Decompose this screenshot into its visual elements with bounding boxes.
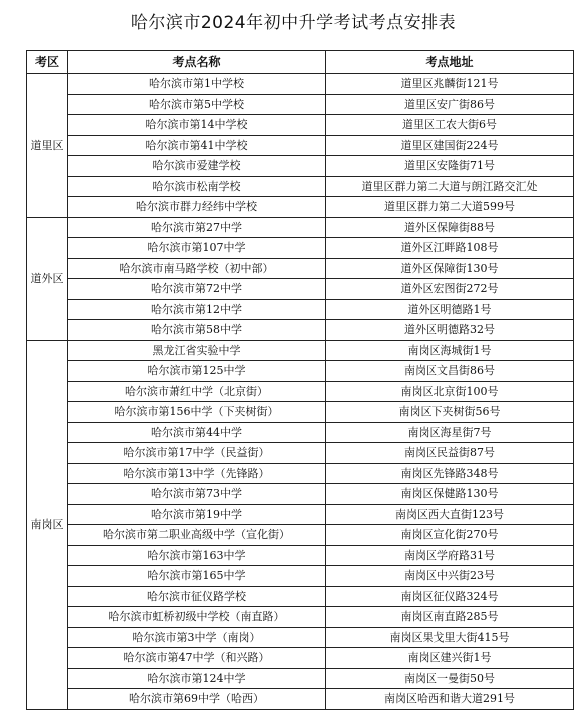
- site-address-cell: 南岗区中兴街23号: [326, 566, 574, 587]
- site-address-cell: 道里区群力第二大道与朗江路交汇处: [326, 176, 574, 197]
- site-address-cell: 南岗区民益街87号: [326, 443, 574, 464]
- site-name-cell: 哈尔滨市第44中学: [68, 422, 326, 443]
- table-row: [27, 627, 574, 648]
- site-address-cell: 道外区保障街88号: [326, 217, 574, 238]
- site-name-cell: 哈尔滨市第72中学: [68, 279, 326, 300]
- table-row: [27, 566, 574, 587]
- site-address-cell: 南岗区学府路31号: [326, 545, 574, 566]
- site-name-cell: 哈尔滨市第41中学校: [68, 135, 326, 156]
- site-name-cell: 哈尔滨市第107中学: [68, 238, 326, 259]
- header-district: 考区: [27, 51, 68, 74]
- table-row: [27, 463, 574, 484]
- table-row: [27, 279, 574, 300]
- site-address-cell: 南岗区文昌街86号: [326, 361, 574, 382]
- site-address-cell: 道外区明德路1号: [326, 299, 574, 320]
- site-name-cell: 哈尔滨市第13中学（先锋路）: [68, 463, 326, 484]
- site-address-cell: 道外区明德路32号: [326, 320, 574, 341]
- site-address-cell: 南岗区西大直街123号: [326, 504, 574, 525]
- site-name-cell: 哈尔滨市第156中学（下夹树街）: [68, 402, 326, 423]
- header-site-name: 考点名称: [68, 51, 326, 74]
- table-row: [27, 484, 574, 505]
- site-name-cell: 哈尔滨市第163中学: [68, 545, 326, 566]
- table-row: [27, 504, 574, 525]
- site-name-cell: 哈尔滨市第3中学（南岗）: [68, 627, 326, 648]
- site-address-cell: 南岗区果戈里大街415号: [326, 627, 574, 648]
- site-address-cell: 道外区江畔路108号: [326, 238, 574, 259]
- site-name-cell: 哈尔滨市第73中学: [68, 484, 326, 505]
- site-name-cell: 哈尔滨市第19中学: [68, 504, 326, 525]
- table-row: [27, 156, 574, 177]
- site-name-cell: 哈尔滨市第5中学校: [68, 94, 326, 115]
- district-cell: 道外区: [27, 217, 68, 340]
- site-address-cell: 南岗区保健路130号: [326, 484, 574, 505]
- site-name-cell: 哈尔滨市第58中学: [68, 320, 326, 341]
- site-address-cell: 南岗区海星街7号: [326, 422, 574, 443]
- site-name-cell: 哈尔滨市虹桥初级中学校（南直路）: [68, 607, 326, 628]
- header-row: [27, 51, 574, 74]
- site-address-cell: 道外区宏图街272号: [326, 279, 574, 300]
- site-name-cell: 哈尔滨市第124中学: [68, 668, 326, 689]
- table-row: [27, 525, 574, 546]
- site-name-cell: 哈尔滨市第1中学校: [68, 74, 326, 95]
- site-address-cell: 南岗区建兴街1号: [326, 648, 574, 669]
- site-name-cell: 哈尔滨市第125中学: [68, 361, 326, 382]
- table-row: [27, 586, 574, 607]
- header-site-address: 考点地址: [326, 51, 574, 74]
- table-row: [27, 258, 574, 279]
- site-name-cell: 哈尔滨市爱建学校: [68, 156, 326, 177]
- site-address-cell: 南岗区宣化街270号: [326, 525, 574, 546]
- table-row: [27, 361, 574, 382]
- table-row: [27, 545, 574, 566]
- table-row: [27, 217, 574, 238]
- table-row: [27, 340, 574, 361]
- site-name-cell: 哈尔滨市第12中学: [68, 299, 326, 320]
- site-name-cell: 黑龙江省实验中学: [68, 340, 326, 361]
- site-address-cell: 道里区安广街86号: [326, 94, 574, 115]
- site-address-cell: 道里区安隆街71号: [326, 156, 574, 177]
- site-name-cell: 哈尔滨市第165中学: [68, 566, 326, 587]
- site-address-cell: 道里区工农大街6号: [326, 115, 574, 136]
- table-row: [27, 668, 574, 689]
- table-row: [27, 402, 574, 423]
- site-address-cell: 南岗区哈西和谐大道291号: [326, 689, 574, 710]
- site-name-cell: 哈尔滨市第47中学（和兴路）: [68, 648, 326, 669]
- table-row: [27, 607, 574, 628]
- table-row: [27, 176, 574, 197]
- district-cell: 南岗区: [27, 340, 68, 709]
- site-address-cell: 南岗区一曼街50号: [326, 668, 574, 689]
- site-address-cell: 南岗区征仪路324号: [326, 586, 574, 607]
- site-name-cell: 哈尔滨市松南学校: [68, 176, 326, 197]
- site-name-cell: 哈尔滨市第27中学: [68, 217, 326, 238]
- district-cell: 道里区: [27, 74, 68, 218]
- table-row: [27, 320, 574, 341]
- site-name-cell: 哈尔滨市第二职业高级中学（宣化街）: [68, 525, 326, 546]
- site-address-cell: 道里区群力第二大道599号: [326, 197, 574, 218]
- site-address-cell: 南岗区北京街100号: [326, 381, 574, 402]
- site-address-cell: 道里区兆麟街121号: [326, 74, 574, 95]
- table-row: [27, 689, 574, 710]
- site-name-cell: 哈尔滨市南马路学校（初中部）: [68, 258, 326, 279]
- site-address-cell: 南岗区先锋路348号: [326, 463, 574, 484]
- table-row: [27, 135, 574, 156]
- site-name-cell: 哈尔滨市第14中学校: [68, 115, 326, 136]
- site-name-cell: 哈尔滨市第69中学（哈西）: [68, 689, 326, 710]
- table-row: [27, 94, 574, 115]
- table-row: [27, 115, 574, 136]
- table-row: [27, 422, 574, 443]
- table-row: [27, 197, 574, 218]
- site-address-cell: 南岗区海城街1号: [326, 340, 574, 361]
- site-name-cell: 哈尔滨市征仪路学校: [68, 586, 326, 607]
- table-row: [27, 299, 574, 320]
- table-row: [27, 74, 574, 95]
- site-address-cell: 道里区建国街224号: [326, 135, 574, 156]
- table-row: [27, 381, 574, 402]
- site-name-cell: 哈尔滨市群力经纬中学校: [68, 197, 326, 218]
- page-title: 哈尔滨市2024年初中升学考试考点安排表: [130, 13, 457, 33]
- table-header: [27, 51, 574, 74]
- table-body: [27, 74, 574, 710]
- exam-site-table: [26, 50, 574, 710]
- table-row: [27, 443, 574, 464]
- table-row: [27, 238, 574, 259]
- site-address-cell: 道外区保障街130号: [326, 258, 574, 279]
- site-name-cell: 哈尔滨市第17中学（民益街）: [68, 443, 326, 464]
- table-row: [27, 648, 574, 669]
- site-address-cell: 南岗区南直路285号: [326, 607, 574, 628]
- site-name-cell: 哈尔滨市萧红中学（北京街）: [68, 381, 326, 402]
- site-address-cell: 南岗区下夹树街56号: [326, 402, 574, 423]
